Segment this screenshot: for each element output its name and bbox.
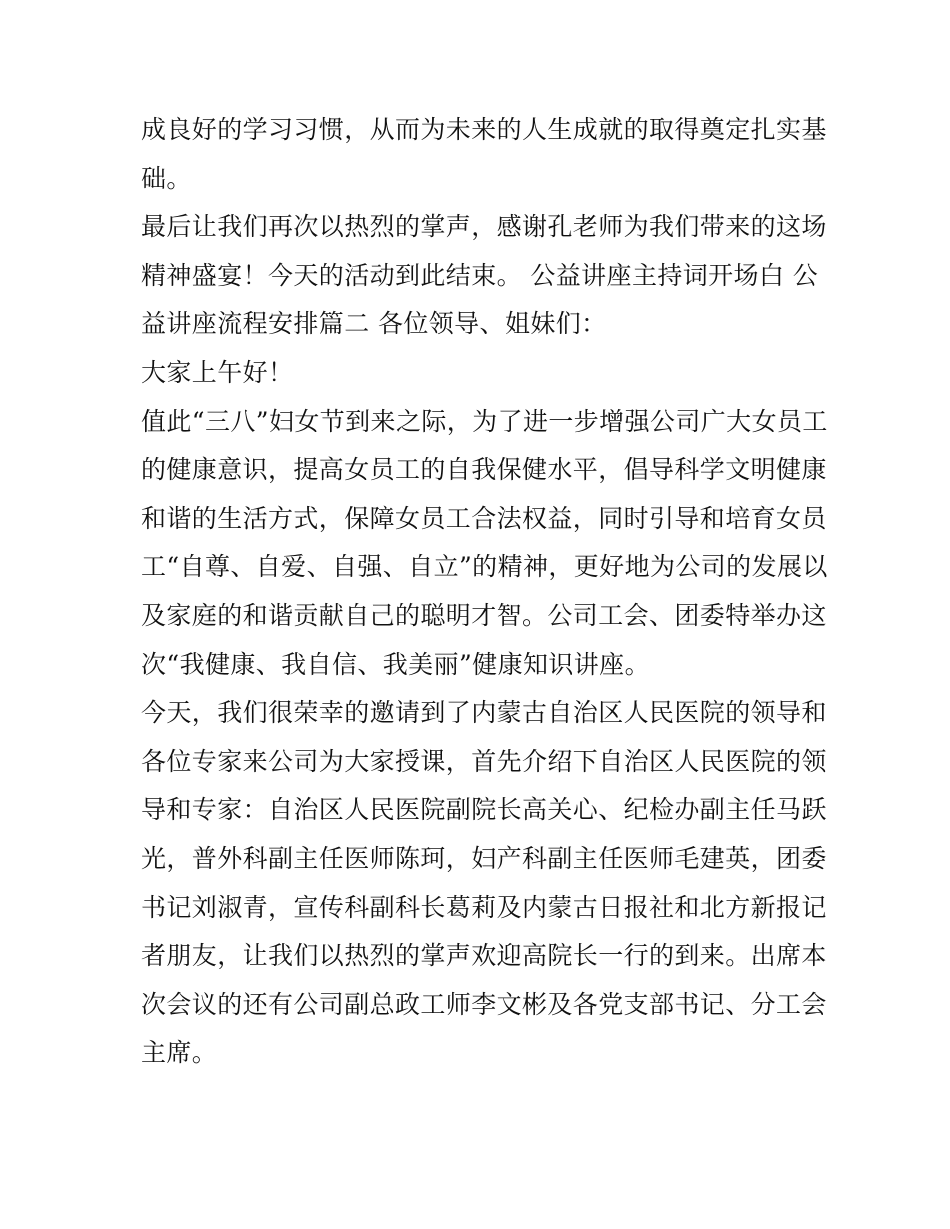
- text-line: 及家庭的和谐贡献自己的聪明才智。公司工会、团委特举办这: [141, 600, 827, 630]
- text-line: 和谐的生活方式，保障女员工合法权益，同时引导和培育女员: [141, 503, 827, 533]
- text-line: 次会议的还有公司副总政工师李文彬及各党支部书记、分工会: [141, 989, 827, 1019]
- text-line: 工“自尊、自爱、自强、自立”的精神，更好地为公司的发展以: [141, 552, 828, 582]
- text-line: 最后让我们再次以热烈的掌声，感谢孔老师为我们带来的这场: [141, 212, 827, 242]
- text-line: 各位专家来公司为大家授课，首先介绍下自治区人民医院的领: [141, 746, 827, 776]
- text-line: 大家上午好！: [141, 357, 294, 387]
- text-line: 者朋友，让我们以热烈的掌声欢迎高院长一行的到来。出席本: [141, 941, 827, 971]
- text-line: 书记刘淑青，宣传科副科长葛莉及内蒙古日报社和北方新报记: [141, 892, 827, 922]
- text-line: 导和专家：自治区人民医院副院长高关心、纪检办副主任马跃: [141, 795, 827, 825]
- text-line: 精神盛宴！今天的活动到此结束。 公益讲座主持词开场白 公: [141, 260, 819, 290]
- text-line: 的健康意识，提高女员工的自我保健水平，倡导科学文明健康: [141, 455, 827, 485]
- text-line: 础。: [141, 163, 192, 193]
- text-line: 值此“三八”妇女节到来之际，为了进一步增强公司广大女员工: [141, 406, 828, 436]
- text-line: 主席。: [141, 1038, 218, 1068]
- text-line: 益讲座流程安排篇二 各位领导、姐妹们：: [141, 309, 607, 339]
- text-line: 今天，我们很荣幸的邀请到了内蒙古自治区人民医院的领导和: [141, 698, 827, 728]
- text-line: 成良好的学习习惯，从而为未来的人生成就的取得奠定扎实基: [141, 115, 827, 144]
- text-line: 次“我健康、我自信、我美丽”健康知识讲座。: [141, 649, 650, 679]
- document-body: [141, 106, 828, 1078]
- text-line: 光，普外科副主任医师陈珂，妇产科副主任医师毛建英，团委: [141, 843, 827, 873]
